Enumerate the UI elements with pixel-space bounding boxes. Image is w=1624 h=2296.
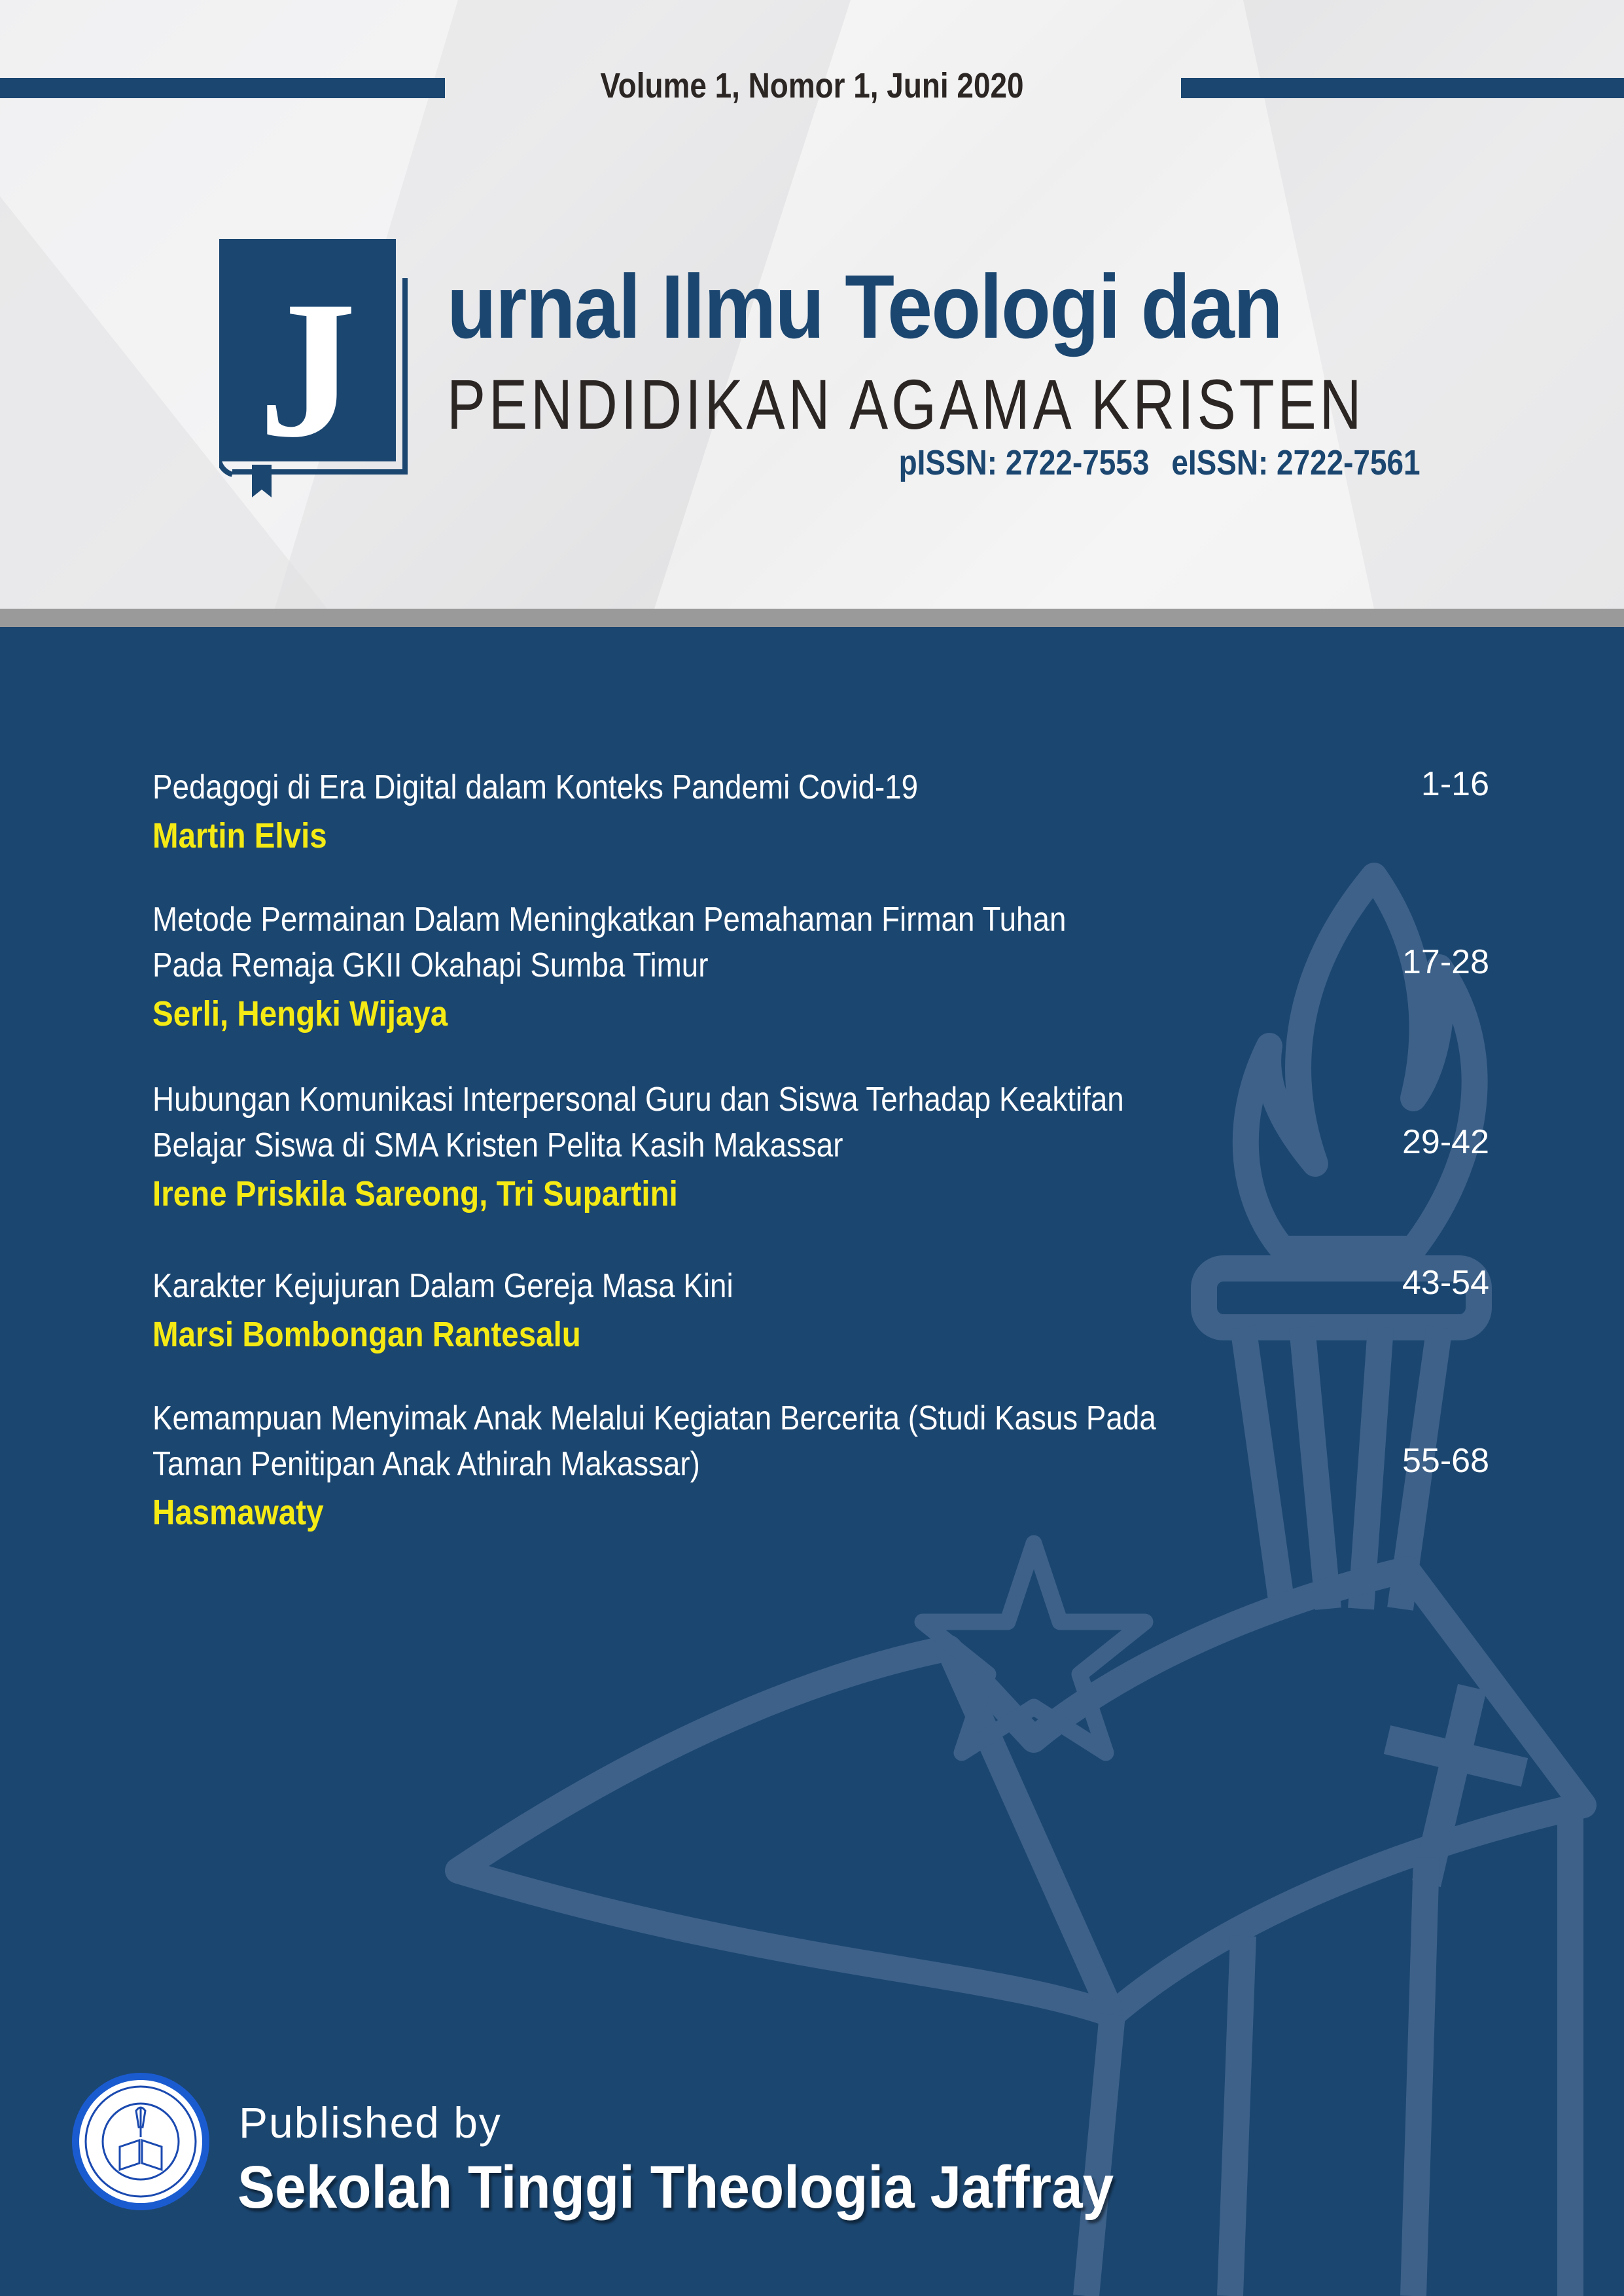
article-5[interactable]	[152, 1395, 1489, 1538]
article-4[interactable]	[152, 1263, 1489, 1360]
article-authors: Hasmawaty	[152, 1493, 324, 1532]
publisher-name: Sekolah Tinggi Theologia Jaffray	[238, 2154, 1114, 2221]
logo-letter: J	[258, 260, 357, 478]
issue-label: Volume 1, Nomor 1, Juni 2020	[600, 66, 1024, 105]
eissn: eISSN: 2722-7561	[1171, 443, 1421, 482]
article-pages: 17-28	[1402, 943, 1489, 981]
journal-book-logo	[219, 239, 415, 497]
published-by-label: Published by	[239, 2098, 502, 2147]
article-authors: Serli, Hengki Wijaya	[152, 994, 448, 1033]
article-title: Taman Penitipan Anak Athirah Makassar)	[152, 1445, 700, 1483]
divider-band	[0, 609, 1624, 627]
article-pages: 55-68	[1402, 1442, 1489, 1480]
article-title: Hubungan Komunikasi Interpersonal Guru dan Siswa Terhadap Keaktifan	[152, 1081, 1124, 1119]
article-authors: Marsi Bombongan Rantesalu	[152, 1315, 581, 1354]
article-authors: Irene Priskila Sareong, Tri Supartini	[152, 1174, 678, 1213]
article-title: Kemampuan Menyimak Anak Melalui Kegiatan Bercerita (Studi Kasus Pada	[152, 1399, 1156, 1437]
journal-title-line2: PENDIDIKAN AGAMA KRISTEN	[447, 365, 1365, 444]
institution-seal-logo	[71, 2072, 211, 2212]
article-title: Pada Remaja GKII Okahapi Sumba Timur	[152, 946, 709, 984]
header-area	[0, 0, 1624, 609]
article-pages: 29-42	[1402, 1123, 1489, 1161]
journal-title-line1: urnal Ilmu Teologi dan	[447, 257, 1282, 357]
issn-info	[899, 442, 1421, 483]
article-authors: Martin Elvis	[152, 816, 327, 855]
article-pages: 43-54	[1402, 1264, 1489, 1302]
pissn: pISSN: 2722-7553	[899, 443, 1150, 482]
article-3[interactable]	[152, 1077, 1489, 1219]
article-title: Karakter Kejujuran Dalam Gereja Masa Kini	[152, 1267, 733, 1305]
article-title: Metode Permainan Dalam Meningkatkan Pemahaman Firman Tuhan	[152, 901, 1067, 939]
article-2[interactable]	[152, 897, 1489, 1039]
article-pages: 1-16	[1421, 765, 1489, 803]
article-1[interactable]	[152, 764, 1489, 861]
article-title: Belajar Siswa di SMA Kristen Pelita Kasih Makassar	[152, 1126, 843, 1164]
article-title: Pedagogi di Era Digital dalam Konteks Pandemi Covid-19	[152, 768, 919, 806]
